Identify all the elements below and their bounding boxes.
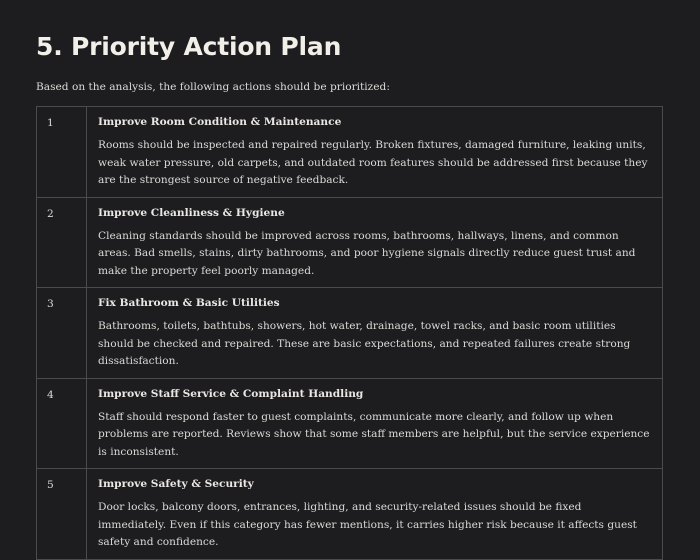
row-number: 3: [37, 288, 87, 379]
action-title: Improve Room Condition & Maintenance: [98, 116, 342, 128]
row-content: [87, 197, 663, 288]
table-row: [37, 469, 663, 560]
action-title: Improve Safety & Security: [98, 478, 254, 490]
row-content: [87, 107, 663, 198]
row-number: 1: [37, 107, 87, 198]
intro-text: Based on the analysis, the following actions should be prioritized:: [36, 81, 390, 93]
row-number: 5: [37, 469, 87, 560]
row-content: [87, 288, 663, 379]
row-content: [87, 378, 663, 469]
row-number: 4: [37, 378, 87, 469]
action-title: Fix Bathroom & Basic Utilities: [98, 297, 280, 309]
table-row: [37, 197, 663, 288]
action-description: Rooms should be inspected and repaired regularly. Broken fixtures, damaged furniture, leaking units, weak water pressure, old carpets, and outdated room features should be addressed first because they are the strongest source of negative feedback.: [98, 139, 648, 186]
table-row: [37, 288, 663, 379]
action-description: Bathrooms, toilets, bathtubs, showers, hot water, drainage, towel racks, and basic room utilities should be checked and repaired. These are basic expectations, and repeated failures create strong dissatisfaction.: [98, 320, 631, 367]
section-heading: 5. Priority Action Plan: [36, 32, 342, 61]
action-title: Improve Cleanliness & Hygiene: [98, 206, 285, 219]
action-description: Door locks, balcony doors, entrances, lighting, and security-related issues should be fixed immediately. Even if this category has fewer mentions, it carries higher risk because it affects guest safety and confidence.: [98, 501, 637, 548]
action-title: Improve Staff Service & Complaint Handling: [98, 387, 364, 400]
row-number: 2: [37, 197, 87, 288]
action-description: Staff should respond faster to guest complaints, communicate more clearly, and follow up when problems are reported. Reviews show that some staff members are helpful, but the service experience is inconsistent.: [98, 410, 650, 458]
action-plan-table: [36, 106, 663, 560]
row-content: [87, 469, 663, 560]
table-row: [37, 378, 663, 469]
table-row: [37, 107, 663, 198]
action-description: Cleaning standards should be improved across rooms, bathrooms, hallways, linens, and common areas. Bad smells, stains, dirty bathrooms, and poor hygiene signals directly reduce guest trust and make the property feel poorly managed.: [98, 229, 636, 277]
